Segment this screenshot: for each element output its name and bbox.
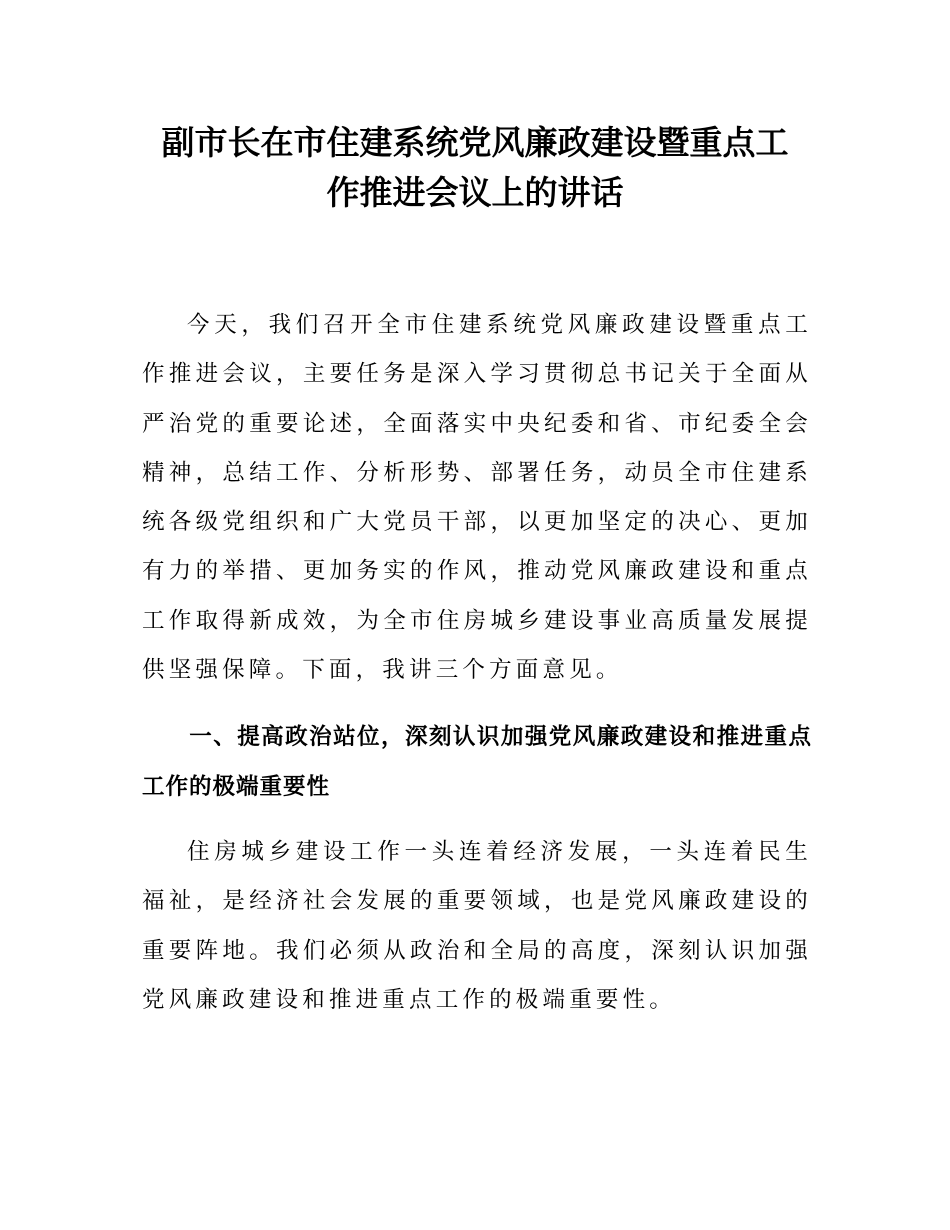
document-title <box>140 118 810 218</box>
title-line-1: 副市长在市住建系统党风廉政建设暨重点工 <box>161 123 789 162</box>
section-1-paragraph: 住房城乡建设工作一头连着经济发展，一头连着民生福祉，是经济社会发展的重要领域，也是党风廉政建设的重要阵地。我们必须从政治和全局的高度，深刻认识加强党风廉政建设和推进重点工作的极端重要性。 <box>142 839 812 1013</box>
intro-paragraph: 今天，我们召开全市住建系统党风廉政建设暨重点工作推进会议，主要任务是深入学习贯彻总书记关于全面从严治党的重要论述，全面落实中央纪委和省、市纪委全会精神，总结工作、分析形势、部署任务，动员全市住建系统各级党组织和广大党员干部，以更加坚定的决心、更加有力的举措、更加务实的作风，推动党风廉政建设和重点工作取得新成效，为全市住房城乡建设事业高质量发展提供坚强保障。下面，我讲三个方面意见。 <box>142 312 812 684</box>
section-1-heading: 一、提高政治站位，深刻认识加强党风廉政建设和推进重点工作的极端重要性 <box>142 724 812 800</box>
title-line-2: 作推进会议上的讲话 <box>326 173 624 212</box>
